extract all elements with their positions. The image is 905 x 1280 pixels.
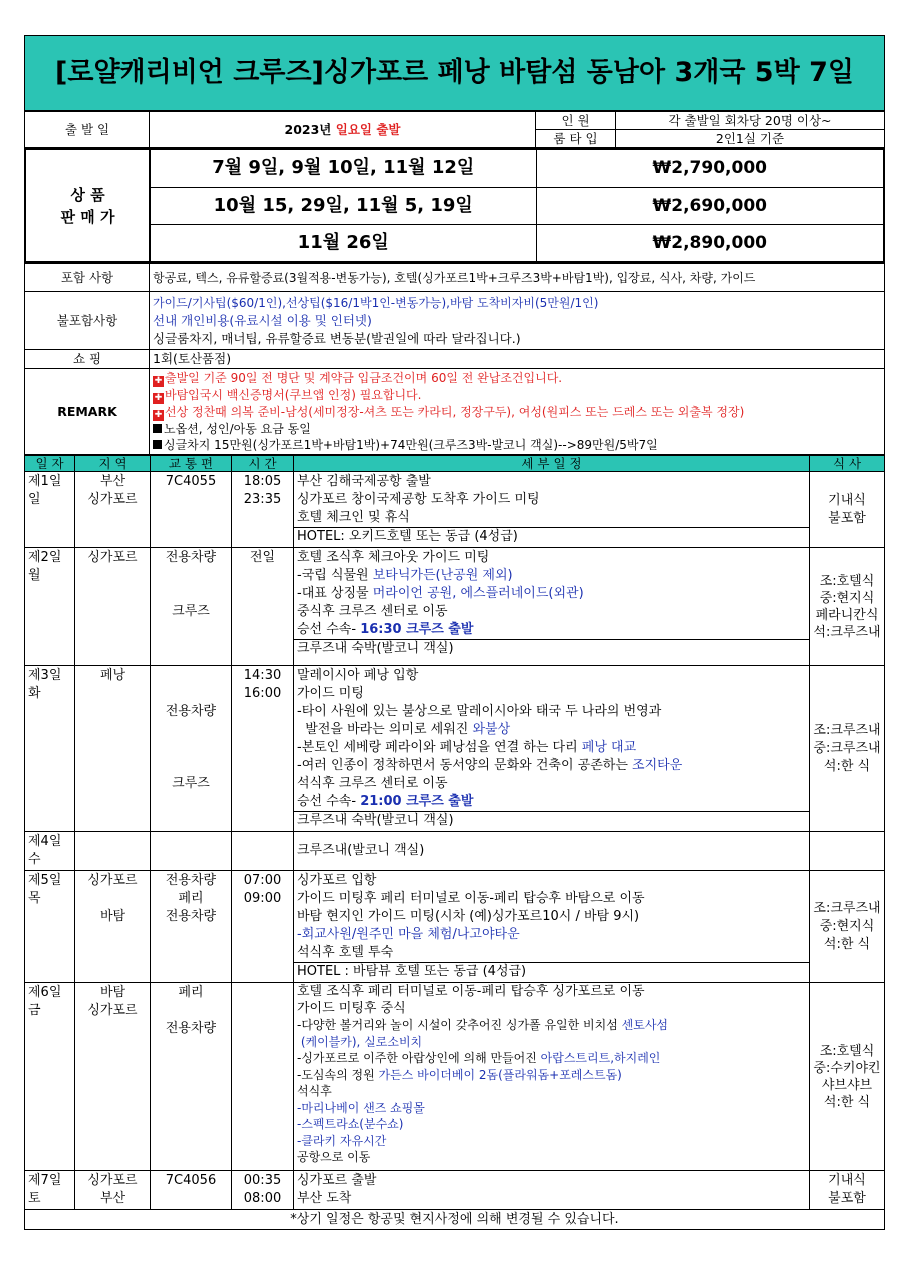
hotel-line: 크루즈내 숙박(발코니 객실): [294, 811, 809, 830]
price-label-2: 판 매 가: [60, 207, 115, 226]
day-region: 페낭: [75, 666, 151, 832]
itinerary-document: [24, 35, 885, 1230]
depart-label: 출 발 일: [25, 112, 150, 148]
exclude-label: 불포함사항: [25, 292, 150, 350]
header-meal: 식 사: [810, 456, 885, 472]
remark-line-2: ✚ 바탐입국시 백신증명서(쿠브앱 인정) 필요합니다.: [154, 388, 422, 403]
depart-value: [150, 112, 536, 148]
day-detail: 싱가포르 출발 부산 도착: [294, 1171, 810, 1210]
day-transport: 전용차량 크루즈: [151, 666, 232, 832]
shopping-text: 1회(토산품점): [150, 350, 885, 369]
plus-box-icon: ✚: [154, 376, 163, 386]
day-row: [25, 666, 885, 832]
depart-year: 2023년: [284, 121, 332, 137]
day-label: 제6일 금: [25, 983, 75, 1171]
day-time: 07:00 09:00: [232, 871, 294, 983]
exclude-text: [150, 292, 885, 350]
hotel-line: HOTEL : 바탐뷰 호텔 또는 동급 (4성급): [294, 962, 809, 981]
day-row: [25, 472, 885, 548]
day-label: 제1일 일: [25, 472, 75, 548]
day-transport: 7C4056: [151, 1171, 232, 1210]
price-label: [25, 149, 150, 262]
day-detail: 호텔 조식후 페리 터미널로 이동-페리 탑승후 싱가포르로 이동 가이드 미팅후 중식 -다양한 볼거리와 놀이 시설이 갖추어진 싱가폴 유일한 비치섬 센토사섬 (케이블카), 실로소비치 -싱가포르로 이주한 아랍상인에 의해 만들어진 아랍스트리트,하지레인 -도심속의 정원 가든스 바이더베이 2돔(플라워돔+포레스트돔) 석식후 -마리나베이 샌즈 쇼핑몰 -스펙트라쇼(분수쇼) -클라키 자유시간 공항으로 이동: [294, 983, 810, 1171]
day-time: 18:05 23:35: [232, 472, 294, 548]
day-time: 00:35 08:00: [232, 1171, 294, 1210]
day-row: [25, 832, 885, 871]
price-dates-1: 7월 9일, 9월 10일, 11월 12일: [150, 149, 536, 187]
exclude-line-1: 가이드/기사팁($60/1인),선상팁($16/1박1인-변동가능),바탐 도착비자비(5만원/1인): [153, 295, 599, 310]
day-region: 싱가포르: [75, 548, 151, 666]
day-transport: 페리 전용차량: [151, 983, 232, 1171]
exclude-line-3: 싱글룸차지, 매너팁, 유류할증료 변동분(발권일에 따라 달라집니다.): [153, 330, 521, 346]
remark-line-3: ✚ 선상 정찬때 의복 준비-남성(세미정장-셔츠 또는 카라티, 정장구두), 여성(원피스 또는 드레스 또는 외출복 정장): [154, 405, 745, 420]
day-row: [25, 1171, 885, 1210]
price-amount-3: ₩2,890,000: [536, 224, 884, 262]
remark-text: [150, 369, 885, 455]
include-label: 포함 사항: [25, 264, 150, 292]
price-dates-2: 10월 15, 29일, 11월 5, 19일: [150, 187, 536, 224]
square-bullet-icon: [153, 424, 162, 433]
day-meal: 조:크루즈내 중:현지식 석:한 식: [810, 871, 885, 983]
day-region: 싱가포르 부산: [75, 1171, 151, 1210]
footer-note: *상기 일정은 항공및 현지사정에 의해 변경될 수 있습니다.: [25, 1210, 885, 1230]
schedule-table: [24, 455, 885, 1230]
remark-label: REMARK: [25, 369, 150, 455]
plus-box-icon: ✚: [154, 410, 163, 420]
remark-line-1: ✚ 출발일 기준 90일 전 명단 및 계약금 입금조건이며 60일 전 완납조건입니다.: [154, 371, 563, 386]
day-meal: 조:호텔식 중:현지식 페라니칸식 석:크루즈내: [810, 548, 885, 666]
day-row: [25, 548, 885, 666]
day-transport: 7C4055: [151, 472, 232, 548]
exclude-line-2: 선내 개인비용(유료시설 이용 및 인터넷): [153, 312, 372, 328]
day-meal: 기내식 불포함: [810, 1171, 885, 1210]
square-bullet-icon: [153, 440, 162, 449]
header-detail: 세 부 일 정: [294, 456, 810, 472]
day-detail: 싱가포르 입항 가이드 미팅후 페리 터미널로 이동-페리 탑승후 바탐으로 이동 바탐 현지인 가이드 미팅(시차 (예)싱가포르10시 / 바탐 9시) -회교사원/원주민 마을 체험/나고야타운 석식후 호텔 투숙 HOTEL : 바탐뷰 호텔 또는 동급 (4성급): [294, 871, 810, 983]
day-region: 바탐 싱가포르: [75, 983, 151, 1171]
people-label: 인 원: [536, 112, 616, 130]
day-row: [25, 871, 885, 983]
header-region: 지 역: [75, 456, 151, 472]
day-region: 부산 싱가포르: [75, 472, 151, 548]
plus-box-icon: ✚: [154, 393, 163, 403]
schedule-header: [25, 456, 885, 472]
day-label: 제2일 월: [25, 548, 75, 666]
day-label: 제3일 화: [25, 666, 75, 832]
day-meal: 기내식 불포함: [810, 472, 885, 548]
day-time: 14:30 16:00: [232, 666, 294, 832]
day-meal: 조:호텔식 중:수키야킨 샤브샤브 석:한 식: [810, 983, 885, 1171]
header-transport: 교 통 편: [151, 456, 232, 472]
day-detail: 호텔 조식후 체크아웃 가이드 미팅 -국립 식물원 보타닉가든(난공원 제외) -대표 상징물 머라이언 공원, 에스플러네이드(외관) 중식후 크루즈 센터로 이동 승선 수속- 16:30 크루즈 출발 크루즈내 숙박(발코니 객실): [294, 548, 810, 666]
day-transport: 전용차량 페리 전용차량: [151, 871, 232, 983]
price-label-1: 상 품: [70, 185, 105, 204]
document-title: [로얄캐리비언 크루즈]싱가포르 페낭 바탐섬 동남아 3개국 5박 7일: [24, 35, 885, 111]
conditions-table: [24, 263, 885, 455]
price-dates-3: 11월 26일: [150, 224, 536, 262]
hotel-line: HOTEL: 오키드호텔 또는 동급 (4성급): [294, 527, 809, 546]
price-amount-2: ₩2,690,000: [536, 187, 884, 224]
header-day: 일 자: [25, 456, 75, 472]
remark-line-5: 싱글차지 15만원(싱가포르1박+바탐1박)+74만원(크루즈3박-발코니 객실)-->89만원/5박7일: [153, 437, 881, 453]
day-meal: 조:크루즈내 중:크루즈내 석:한 식: [810, 666, 885, 832]
day-detail: 부산 김해국제공항 출발 싱가포르 창이국제공항 도착후 가이드 미팅 호텔 체크인 및 휴식 HOTEL: 오키드호텔 또는 동급 (4성급): [294, 472, 810, 548]
day-label: 제7일 토: [25, 1171, 75, 1210]
remark-line-4: 노옵션, 성인/아동 요금 동일: [153, 421, 881, 437]
day-label: 제4일 수: [25, 832, 75, 871]
day-row: [25, 983, 885, 1171]
price-amount-1: ₩2,790,000: [536, 149, 884, 187]
include-text: 항공료, 텍스, 유류할증료(3월적용-변동가능), 호텔(싱가포르1박+크루즈3박+바탐1박), 입장료, 식사, 차량, 가이드: [150, 264, 885, 292]
day-label: 제5일 목: [25, 871, 75, 983]
price-table: [24, 148, 885, 263]
shopping-label: 쇼 핑: [25, 350, 150, 369]
room-label: 룸 타 입: [536, 130, 616, 148]
room-value: 2인1실 기준: [616, 130, 885, 148]
hotel-line: 크루즈내 숙박(발코니 객실): [294, 639, 809, 658]
day-detail: 크루즈내(발코니 객실): [294, 832, 810, 871]
depart-day: 일요일 출발: [335, 121, 401, 137]
day-detail: 말레이시아 페낭 입항 가이드 미팅 -타이 사원에 있는 불상으로 말레이시아와 태국 두 나라의 번영과 발전을 바라는 의미로 세워진 와불상 -본토인 세베랑 페라이와 페낭섬을 연결 하는 다리 페낭 대교 -여러 인종이 정착하면서 동서양의 문화와 건축이 공존하는 조지타운 석식후 크루즈 센터로 이동 승선 수속- 21:00 크루즈 출발 크루즈내 숙박(발코니 객실): [294, 666, 810, 832]
day-time: 전일: [232, 548, 294, 666]
header-time: 시 간: [232, 456, 294, 472]
day-region: 싱가포르 바탐: [75, 871, 151, 983]
people-value: 각 출발일 회차당 20명 이상~: [616, 112, 885, 130]
info-table: [24, 111, 885, 148]
day-transport: 전용차량 크루즈: [151, 548, 232, 666]
